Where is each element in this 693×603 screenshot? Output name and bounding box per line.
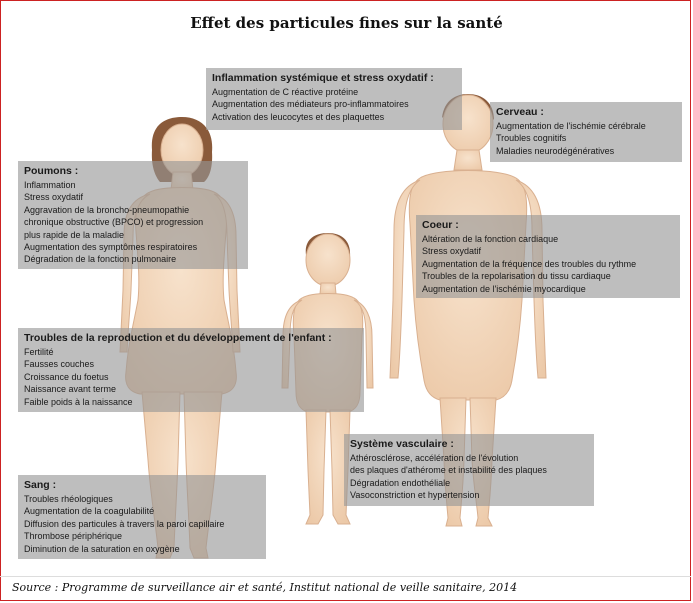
box-vasculaire xyxy=(344,434,594,506)
box-sang-item: Thrombose périphérique xyxy=(24,531,123,542)
box-sang-item: Diminution de la saturation en oxygène xyxy=(24,543,180,554)
child-head xyxy=(306,234,350,286)
box-cerveau-item: Augmentation de l'ischémie cérébrale xyxy=(496,121,646,131)
box-sang-item: Troubles rhéologiques xyxy=(24,494,113,504)
box-poumons-item: chronique obstructive (BPCO) et progression xyxy=(24,217,204,228)
box-vasculaire-item: Dégradation endothéliale xyxy=(350,477,451,488)
box-reproduction-item: Fertilité xyxy=(24,347,54,357)
box-coeur-item: Augmentation de la fréquence des troubles du rythme xyxy=(422,258,637,269)
box-inflammation-item: Augmentation des médiateurs pro-inflammatoires xyxy=(212,99,409,110)
box-poumons xyxy=(18,161,248,269)
box-sang-item: Augmentation de la coagulabilité xyxy=(24,506,155,517)
box-poumons-item: Stress oxydatif xyxy=(24,192,84,203)
box-coeur-heading: Coeur : xyxy=(422,219,459,231)
box-reproduction-item: Croissance du foetus xyxy=(24,371,109,382)
box-vasculaire-item: Athérosclérose, accélération de l'évolution xyxy=(350,453,519,463)
box-reproduction xyxy=(18,328,364,412)
box-coeur xyxy=(416,215,680,298)
figure-title: Effet des particules fines sur la santé xyxy=(190,14,503,32)
man-neck xyxy=(454,150,482,170)
box-cerveau-item: Troubles cognitifs xyxy=(496,133,567,144)
box-coeur-item: Augmentation de l'ischémie myocardique xyxy=(422,283,586,294)
child-neck xyxy=(320,283,336,294)
box-poumons-heading: Poumons : xyxy=(24,165,79,177)
box-vasculaire-item: des plaques d'athérome et instabilité des plaques xyxy=(350,465,547,476)
box-cerveau-item: Maladies neurodégénératives xyxy=(496,145,615,156)
box-sang-item: Diffusion des particules à travers la paroi capillaire xyxy=(24,518,225,529)
box-poumons-item: Dégradation de la fonction pulmonaire xyxy=(24,254,177,265)
source-caption: Source : Programme de surveillance air et santé, Institut national de veille sanitaire, 2014 xyxy=(12,581,518,594)
box-inflammation-item: Augmentation de C réactive protéine xyxy=(212,87,359,97)
box-vasculaire-heading: Système vasculaire : xyxy=(350,438,454,450)
box-sang xyxy=(18,475,266,559)
box-vasculaire-item: Vasoconstriction et hypertension xyxy=(350,490,480,501)
box-poumons-item: Inflammation xyxy=(24,180,76,190)
box-cerveau-heading: Cerveau : xyxy=(496,106,544,118)
box-coeur-item: Stress oxydatif xyxy=(422,246,482,257)
box-inflammation-item: Activation des leucocytes et des plaquettes xyxy=(212,111,385,122)
box-reproduction-item: Faible poids à la naissance xyxy=(24,396,133,407)
box-reproduction-item: Fausses couches xyxy=(24,359,95,370)
box-inflammation xyxy=(206,68,462,130)
box-coeur-item: Troubles de la repolarisation du tissu cardiaque xyxy=(422,271,611,282)
box-reproduction-heading: Troubles de la reproduction et du développement de l'enfant : xyxy=(24,332,332,344)
box-sang-heading: Sang : xyxy=(24,479,57,491)
box-poumons-item: Augmentation des symptômes respiratoires xyxy=(24,242,198,253)
source-divider xyxy=(0,576,691,577)
box-cerveau xyxy=(490,102,682,162)
box-poumons-item: plus rapide de la maladie xyxy=(24,229,125,240)
box-reproduction-item: Naissance avant terme xyxy=(24,384,117,395)
box-poumons-item: Aggravation de la broncho-pneumopathie xyxy=(24,204,190,215)
box-coeur-item: Altération de la fonction cardiaque xyxy=(422,234,559,244)
box-inflammation-heading: Inflammation systémique et stress oxydatif : xyxy=(212,72,434,84)
